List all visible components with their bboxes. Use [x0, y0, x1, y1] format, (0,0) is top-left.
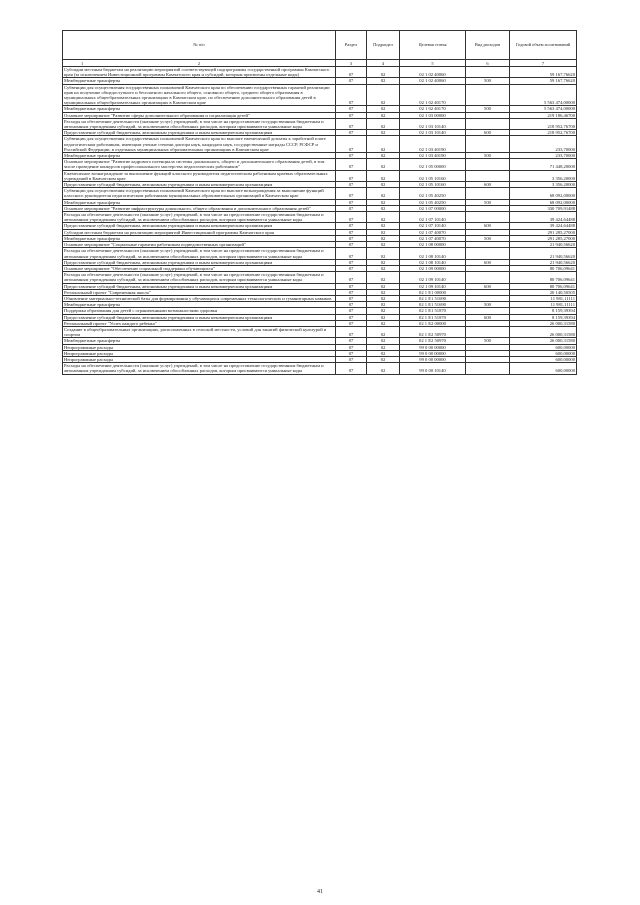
- row-description: Межбюджетные трансферты: [63, 338, 336, 344]
- row-target-item: 02 1 E2 00000: [400, 320, 466, 326]
- row-target-item: 02 1 07 10140: [400, 223, 466, 229]
- row-expense-type: 600: [466, 259, 510, 265]
- row-target-item: 99 0 00 00000: [400, 350, 466, 356]
- row-section: 07: [336, 199, 367, 205]
- row-description: Основное мероприятие "Развитие инфраструктуры дошкольного, общего образования и дополнительного образования детей": [63, 205, 336, 211]
- row-target-item: 02 1 E2 50970: [400, 338, 466, 344]
- header-section-cell: Раздел: [336, 31, 367, 60]
- table-row: [63, 272, 577, 283]
- row-section: 07: [336, 314, 367, 320]
- row-description: Непрограммные расходы: [63, 344, 336, 350]
- column-number-7: 7: [510, 60, 577, 67]
- row-section: 07: [336, 283, 367, 289]
- row-amount: 80 706,09641: [510, 283, 577, 289]
- column-number-6: 6: [466, 60, 510, 67]
- row-subsection: 02: [367, 272, 400, 283]
- row-section: 07: [336, 308, 367, 314]
- row-amount: 26 000,31580: [510, 326, 577, 337]
- row-section: 07: [336, 326, 367, 337]
- row-subsection: 02: [367, 326, 400, 337]
- table-row: [63, 67, 577, 78]
- row-subsection: 02: [367, 205, 400, 211]
- row-section: 07: [336, 118, 367, 129]
- row-target-item: 02 1 05 00000: [400, 159, 466, 170]
- row-target-item: 02 1 02 40060: [400, 67, 466, 78]
- row-expense-type: 500: [466, 235, 510, 241]
- row-expense-type: 500: [466, 78, 510, 84]
- row-section: 07: [336, 344, 367, 350]
- row-section: 07: [336, 320, 367, 326]
- row-expense-type: 500: [466, 199, 510, 205]
- row-amount: 80 706,09641: [510, 265, 577, 271]
- row-description: Межбюджетные трансферты: [63, 153, 336, 159]
- row-expense-type: 500: [466, 302, 510, 308]
- row-target-item: 02 1 07 40070: [400, 235, 466, 241]
- row-section: 07: [336, 182, 367, 188]
- row-description: Предоставление субсидий бюджетным, автономным учреждениям и иным некоммерческим организациям: [63, 182, 336, 188]
- row-section: 07: [336, 205, 367, 211]
- table-row: [63, 326, 577, 337]
- row-description: Межбюджетные трансферты: [63, 78, 336, 84]
- row-target-item: 02 1 05 10160: [400, 182, 466, 188]
- row-target-item: 02 1 05 40250: [400, 188, 466, 199]
- row-section: 07: [336, 159, 367, 170]
- row-description: Межбюджетные трансферты: [63, 235, 336, 241]
- row-description: Непрограммные расходы: [63, 350, 336, 356]
- row-subsection: 02: [367, 235, 400, 241]
- row-description: Расходы на обеспечение деятельности (оказание услуг) учреждений, в том числе на предоставление государственным бюджетным и автономным учреждениям субсидий, за исключением обособленных расходов, которым присваиваются уникальные коды: [63, 272, 336, 283]
- row-description: Расходы на обеспечение деятельности (оказание услуг) учреждений, в том числе на предоставление государственным бюджетным и автономным учреждениям субсидий, за исключением обособленных расходов, которым присваиваются уникальные коды: [63, 248, 336, 259]
- row-section: 07: [336, 130, 367, 136]
- row-description: Межбюджетные трансферты: [63, 302, 336, 308]
- row-description: Субвенции для осуществления государственных полномочий Камчатского края по обеспечению государственных гарантий реализации прав на получение общедоступного и бесплатного начального общего, основного общего, среднего общего образования в муниципальных общеобразовательных организациях в Камчатском крае, по обеспечению дополнительного образования детей в муниципальных общеобразовательных организациях в Камчатском крае: [63, 84, 336, 106]
- row-description: Предоставление субсидий бюджетным, автономным учреждениям и иным некоммерческим организациям: [63, 314, 336, 320]
- row-amount: 233,70000: [510, 136, 577, 153]
- row-amount: 39 424,64488: [510, 212, 577, 223]
- row-expense-type: 600: [466, 182, 510, 188]
- row-description: Региональный проект "Современная школа": [63, 289, 336, 295]
- row-expense-type: 600: [466, 223, 510, 229]
- row-target-item: 02 1 05 40250: [400, 199, 466, 205]
- row-section: 07: [336, 153, 367, 159]
- row-amount: 26 000,31580: [510, 320, 577, 326]
- row-subsection: 02: [367, 302, 400, 308]
- row-expense-type: 500: [466, 338, 510, 344]
- row-description: Предоставление субсидий бюджетным, автономным учреждениям и иным некоммерческим организациям: [63, 259, 336, 265]
- row-description: Межбюджетные трансферты: [63, 199, 336, 205]
- row-target-item: 02 1 03 00000: [400, 112, 466, 118]
- row-section: 07: [336, 229, 367, 235]
- row-subsection: 02: [367, 153, 400, 159]
- row-section: 07: [336, 235, 367, 241]
- row-expense-type: 500: [466, 106, 510, 112]
- row-subsection: 02: [367, 67, 400, 78]
- row-section: 07: [336, 272, 367, 283]
- row-description: Ежемесячное вознаграждение за выполнение функций классного руководителя педагогическим работникам краевых образовательных учреждений в Камчатском крае: [63, 170, 336, 181]
- row-amount: 219 186,46700: [510, 112, 577, 118]
- row-amount: 11 981,11111: [510, 295, 577, 301]
- row-expense-type: [466, 363, 510, 374]
- row-expense-type: [466, 326, 510, 337]
- row-amount: 233,70000: [510, 153, 577, 159]
- row-amount: 5 563 474,00000: [510, 106, 577, 112]
- row-description: Субсидии местным бюджетам на реализацию мероприятий соответствующей подпрограммы государственной программы Камчатского края (за исключением Инвестиционной программы Камчатского края и субсидий, которым присвоены отдельные коды): [63, 67, 336, 78]
- row-expense-type: 600: [466, 130, 510, 136]
- row-amount: 600,00000: [510, 356, 577, 362]
- row-amount: 11 981,11111: [510, 302, 577, 308]
- row-target-item: 02 1 03 40190: [400, 136, 466, 153]
- row-amount: 218 952,76700: [510, 118, 577, 129]
- row-amount: 21 940,56620: [510, 242, 577, 248]
- row-subsection: 02: [367, 320, 400, 326]
- row-expense-type: [466, 84, 510, 106]
- row-amount: 600,00000: [510, 350, 577, 356]
- row-amount: 3 356,20000: [510, 170, 577, 181]
- row-target-item: 02 1 08 10140: [400, 259, 466, 265]
- row-amount: 330 709,91488: [510, 205, 577, 211]
- row-subsection: 02: [367, 265, 400, 271]
- row-subsection: 02: [367, 295, 400, 301]
- table-body: [63, 67, 577, 375]
- header-expense-type-cell: Вид расходов: [466, 31, 510, 60]
- table-column-numbers-row: [63, 60, 577, 67]
- row-description: Основное мероприятие "Развитие кадрового потенциала системы дошкольного, общего и дополнительного образования детей, в том числе проведение конкурсов профессионального мастерства педагогических работников": [63, 159, 336, 170]
- row-target-item: 02 1 02 40170: [400, 106, 466, 112]
- row-description: Субвенции для осуществления государственных полномочий Камчатского края по выплате ежемесячной доплаты к заработной плате педагогическим работникам, имеющим ученые степени доктора наук, кандидата наук, государственные награды СССР, РСФСР и Российской Федерации, в отдельных муниципальных образовательных организациях в Камчатском крае: [63, 136, 336, 153]
- row-amount: 218 952,76700: [510, 130, 577, 136]
- table-row: [63, 248, 577, 259]
- table-header-row: [63, 31, 577, 60]
- row-expense-type: [466, 118, 510, 129]
- row-section: 07: [336, 338, 367, 344]
- row-subsection: 02: [367, 350, 400, 356]
- row-subsection: 02: [367, 248, 400, 259]
- row-section: 07: [336, 112, 367, 118]
- row-target-item: 02 1 07 40070: [400, 229, 466, 235]
- row-amount: 20 140,50505: [510, 289, 577, 295]
- row-subsection: 02: [367, 314, 400, 320]
- row-subsection: 02: [367, 199, 400, 205]
- row-target-item: 02 1 E1 51870: [400, 314, 466, 320]
- row-section: 07: [336, 106, 367, 112]
- row-subsection: 02: [367, 223, 400, 229]
- row-subsection: 02: [367, 242, 400, 248]
- row-expense-type: 600: [466, 314, 510, 320]
- row-target-item: 02 1 09 00000: [400, 265, 466, 271]
- row-subsection: 02: [367, 170, 400, 181]
- row-subsection: 02: [367, 259, 400, 265]
- row-expense-type: [466, 170, 510, 181]
- row-section: 07: [336, 212, 367, 223]
- row-amount: 71 448,20000: [510, 159, 577, 170]
- table-row: [63, 170, 577, 181]
- row-target-item: 02 1 E1 51690: [400, 295, 466, 301]
- row-target-item: 99 0 00 10140: [400, 363, 466, 374]
- row-amount: 5 563 474,00000: [510, 84, 577, 106]
- row-subsection: 02: [367, 182, 400, 188]
- row-subsection: 02: [367, 363, 400, 374]
- row-section: 07: [336, 67, 367, 78]
- row-amount: 600,00000: [510, 344, 577, 350]
- row-subsection: 02: [367, 106, 400, 112]
- row-section: 07: [336, 136, 367, 153]
- row-target-item: 02 1 E1 51690: [400, 302, 466, 308]
- row-target-item: 02 1 03 40190: [400, 153, 466, 159]
- row-subsection: 02: [367, 212, 400, 223]
- row-section: 07: [336, 356, 367, 362]
- row-section: 07: [336, 248, 367, 259]
- row-target-item: 02 1 E1 51870: [400, 308, 466, 314]
- table-row: [63, 136, 577, 153]
- row-amount: 291 285,27000: [510, 229, 577, 235]
- row-description: Обновление материально-технической базы для формирования у обучающихся современных технологических и гуманитарных навыков: [63, 295, 336, 301]
- row-subsection: 02: [367, 283, 400, 289]
- row-section: 07: [336, 84, 367, 106]
- row-subsection: 02: [367, 338, 400, 344]
- header-target-item-cell: Целевая статья: [400, 31, 466, 60]
- row-description: Межбюджетные трансферты: [63, 106, 336, 112]
- row-amount: 68 092,00000: [510, 188, 577, 199]
- row-section: 07: [336, 295, 367, 301]
- row-section: 07: [336, 302, 367, 308]
- row-subsection: 02: [367, 229, 400, 235]
- budget-table: [62, 30, 577, 375]
- row-amount: 59 167,76620: [510, 78, 577, 84]
- row-amount: 8 159,39394: [510, 314, 577, 320]
- row-amount: 26 000,31580: [510, 338, 577, 344]
- row-amount: 21 940,56620: [510, 259, 577, 265]
- row-expense-type: [466, 188, 510, 199]
- row-description: Предоставление субсидий бюджетным, автономным учреждениям и иным некоммерческим организациям: [63, 283, 336, 289]
- row-target-item: 02 1 02 40060: [400, 78, 466, 84]
- row-expense-type: [466, 272, 510, 283]
- row-expense-type: 500: [466, 153, 510, 159]
- row-section: 07: [336, 223, 367, 229]
- page-number: 41: [317, 889, 323, 895]
- row-subsection: 02: [367, 130, 400, 136]
- column-number-3: 3: [336, 60, 367, 67]
- row-description: Расходы на обеспечение деятельности (оказание услуг) учреждений, в том числе на предоставление государственным бюджетным и автономным учреждениям субсидий, за исключением обособленных расходов, которым присваиваются уникальные коды: [63, 118, 336, 129]
- row-description: Основное мероприятие "Обеспечение социальной поддержки обучающихся": [63, 265, 336, 271]
- table-row: [63, 84, 577, 106]
- row-amount: 68 092,00000: [510, 199, 577, 205]
- row-section: 07: [336, 78, 367, 84]
- row-amount: 80 706,09641: [510, 272, 577, 283]
- row-description: Расходы на обеспечение деятельности (оказание услуг) учреждений, в том числе на предоставление государственным бюджетным и автономным учреждениям субсидий, за исключением обособленных расходов, которым присваиваются уникальные коды: [63, 212, 336, 223]
- row-target-item: 02 1 E1 00000: [400, 289, 466, 295]
- row-subsection: 02: [367, 159, 400, 170]
- row-amount: 21 940,56620: [510, 248, 577, 259]
- header-subsection-cell: Подраздел: [367, 31, 400, 60]
- column-number-2: 2: [197, 60, 201, 66]
- row-target-item: 99 0 00 00000: [400, 356, 466, 362]
- row-section: 07: [336, 259, 367, 265]
- row-description: Предоставление субсидий бюджетным, автономным учреждениям и иным некоммерческим организациям: [63, 223, 336, 229]
- row-expense-type: [466, 136, 510, 153]
- row-target-item: 02 1 08 10140: [400, 248, 466, 259]
- row-expense-type: [466, 248, 510, 259]
- row-description: Субсидии местным бюджетам на реализацию мероприятий Инвестиционной программы Камчатского края: [63, 229, 336, 235]
- row-expense-type: [466, 67, 510, 78]
- table-row: [63, 159, 577, 170]
- row-amount: 39 424,64488: [510, 223, 577, 229]
- header-number-cell: [63, 31, 336, 60]
- row-subsection: 02: [367, 118, 400, 129]
- row-section: 07: [336, 188, 367, 199]
- row-section: 07: [336, 363, 367, 374]
- row-amount: 600,00000: [510, 363, 577, 374]
- row-subsection: 02: [367, 78, 400, 84]
- row-target-item: 02 1 08 00000: [400, 242, 466, 248]
- row-description: Основное мероприятие "Развитие сферы дополнительного образования и социализация детей": [63, 112, 336, 118]
- row-description: Расходы на обеспечение деятельности (оказание услуг) учреждений, в том числе на предоставление государственным бюджетным и автономным учреждениям субсидий, за исключением обособленных расходов, которым присваиваются уникальные коды: [63, 363, 336, 374]
- row-expense-type: [466, 159, 510, 170]
- row-description: Субвенции для осуществления государственных полномочий Камчатского края по выплате вознаграждения за выполнение функций классного руководителя педагогическим работникам муниципальных образовательных организаций в Камчатском крае: [63, 188, 336, 199]
- row-subsection: 02: [367, 136, 400, 153]
- row-section: 07: [336, 265, 367, 271]
- row-section: 07: [336, 242, 367, 248]
- row-subsection: 02: [367, 289, 400, 295]
- row-target-item: 02 1 09 10140: [400, 272, 466, 283]
- row-target-item: 99 0 00 00000: [400, 344, 466, 350]
- row-subsection: 02: [367, 344, 400, 350]
- row-description: Непрограммные расходы: [63, 356, 336, 362]
- row-target-item: 02 1 09 10140: [400, 283, 466, 289]
- row-subsection: 02: [367, 356, 400, 362]
- row-expense-type: [466, 212, 510, 223]
- column-number-1: 1: [81, 60, 84, 66]
- row-description: Предоставление субсидий бюджетным, автономным учреждениям и иным некоммерческим организациям: [63, 130, 336, 136]
- row-amount: 8 159,39394: [510, 308, 577, 314]
- row-target-item: 02 1 E2 50970: [400, 326, 466, 337]
- table-row: [63, 212, 577, 223]
- row-expense-type: 600: [466, 283, 510, 289]
- row-description: Региональный проект "Успех каждого ребенка": [63, 320, 336, 326]
- row-description: Основное мероприятие "Социальные гарантии работникам подведомственных организаций": [63, 242, 336, 248]
- column-number-5: 5: [400, 60, 466, 67]
- row-target-item: 02 1 03 10140: [400, 130, 466, 136]
- row-target-item: 02 1 05 10160: [400, 170, 466, 181]
- table-row: [63, 118, 577, 129]
- row-section: 07: [336, 170, 367, 181]
- row-target-item: 02 1 02 40170: [400, 84, 466, 106]
- row-target-item: 02 1 07 00000: [400, 205, 466, 211]
- header-number-label: № п/п: [193, 42, 205, 48]
- row-amount: 3 356,20000: [510, 182, 577, 188]
- row-section: 07: [336, 350, 367, 356]
- column-number-4: 4: [367, 60, 400, 67]
- row-amount: 291 285,27000: [510, 235, 577, 241]
- row-subsection: 02: [367, 84, 400, 106]
- row-description: Поддержка образования для детей с ограниченными возможностями здоровья: [63, 308, 336, 314]
- row-target-item: 02 1 03 10140: [400, 118, 466, 129]
- table-row: [63, 188, 577, 199]
- row-subsection: 02: [367, 112, 400, 118]
- row-description: Создание в общеобразовательных организациях, расположенных в сельской местности, условий для занятий физической культурой и спортом: [63, 326, 336, 337]
- column-number-cell: [63, 60, 336, 67]
- row-target-item: 02 1 07 10140: [400, 212, 466, 223]
- header-annual-amount-cell: Годовой объем ассигнований: [510, 31, 577, 60]
- table-row: [63, 363, 577, 374]
- row-section: 07: [336, 289, 367, 295]
- row-amount: 59 167,76620: [510, 67, 577, 78]
- row-subsection: 02: [367, 188, 400, 199]
- row-subsection: 02: [367, 308, 400, 314]
